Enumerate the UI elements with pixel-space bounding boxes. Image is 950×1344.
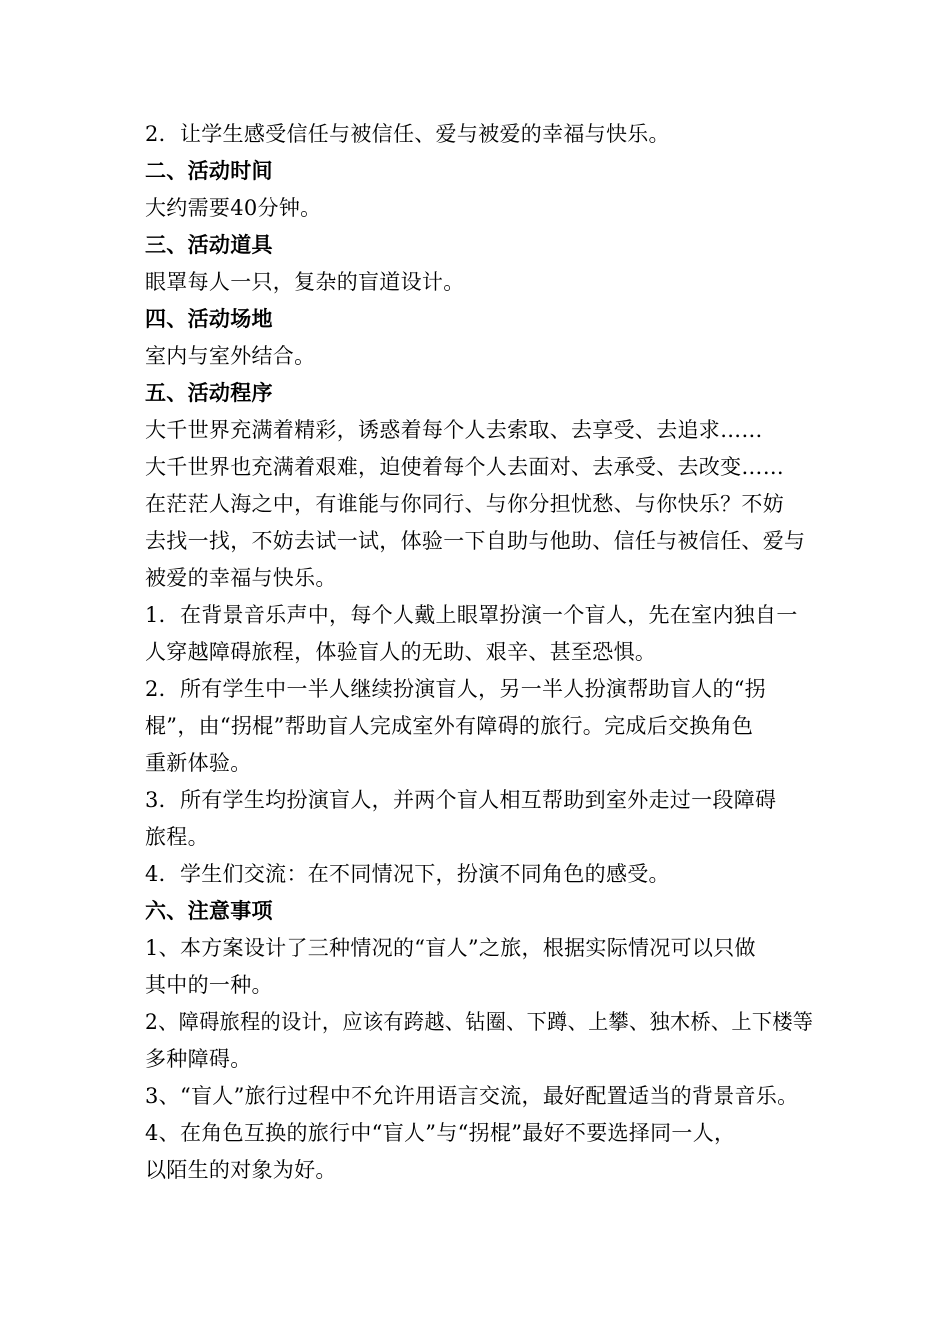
paragraph-line: 棍”，由“拐棍”帮助盲人完成室外有障碍的旅行。完成后交换角色 [145,714,754,738]
paragraph-line: 被爱的幸福与快乐。 [145,566,337,590]
paragraph-line: 1、本方案设计了三种情况的“盲人”之旅，根据实际情况可以只做 [145,936,756,960]
paragraph-line: 在茫茫人海之中，有谁能与你同行、与你分担忧愁、与你快乐？不妨 [145,492,784,516]
paragraph-line: 3、“盲人”旅行过程中不允许用语言交流，最好配置适当的背景音乐。 [145,1084,799,1108]
section-heading: 三、活动道具 [145,233,273,257]
section-heading: 六、注意事项 [145,899,273,923]
document-body [145,116,813,1189]
paragraph-line: 以陌生的对象为好。 [145,1158,337,1182]
paragraph-line: 大千世界也充满着艰难，迫使着每个人去面对、去承受、去改变…… [145,455,784,479]
paragraph-line: 2．所有学生中一半人继续扮演盲人，另一半人扮演帮助盲人的“拐 [145,677,767,701]
paragraph-line: 旅程。 [145,825,209,849]
paragraph-line: 4．学生们交流：在不同情况下，扮演不同角色的感受。 [145,862,670,886]
paragraph-line: 4、在角色互换的旅行中“盲人”与“拐棍”最好不要选择同一人， [145,1121,736,1145]
paragraph-line: 多种障碍。 [145,1047,252,1071]
paragraph-line: 重新体验。 [145,751,252,775]
paragraph-line: 室内与室外结合。 [145,344,316,368]
paragraph-line: 人穿越障碍旅程，体验盲人的无助、艰辛、甚至恐惧。 [145,640,657,664]
section-heading: 四、活动场地 [145,307,273,331]
paragraph-line: 1．在背景音乐声中，每个人戴上眼罩扮演一个盲人，先在室内独自一 [145,603,798,627]
paragraph-line: 眼罩每人一只，复杂的盲道设计。 [145,270,465,294]
paragraph-line: 其中的一种。 [145,973,273,997]
paragraph-line: 2．让学生感受信任与被信任、爱与被爱的幸福与快乐。 [145,122,670,146]
paragraph-line: 去找一找，不妨去试一试，体验一下自助与他助、信任与被信任、爱与 [145,529,806,553]
section-heading: 二、活动时间 [145,159,273,183]
paragraph-line: 大约需要40分钟。 [145,196,322,220]
paragraph-line: 大千世界充满着精彩，诱惑着每个人去索取、去享受、去追求…… [145,418,763,442]
paragraph-line: 2、障碍旅程的设计，应该有跨越、钻圈、下蹲、上攀、独木桥、上下楼等 [145,1010,814,1034]
paragraph-line: 3．所有学生均扮演盲人，并两个盲人相互帮助到室外走过一段障碍 [145,788,777,812]
section-heading: 五、活动程序 [145,381,273,405]
